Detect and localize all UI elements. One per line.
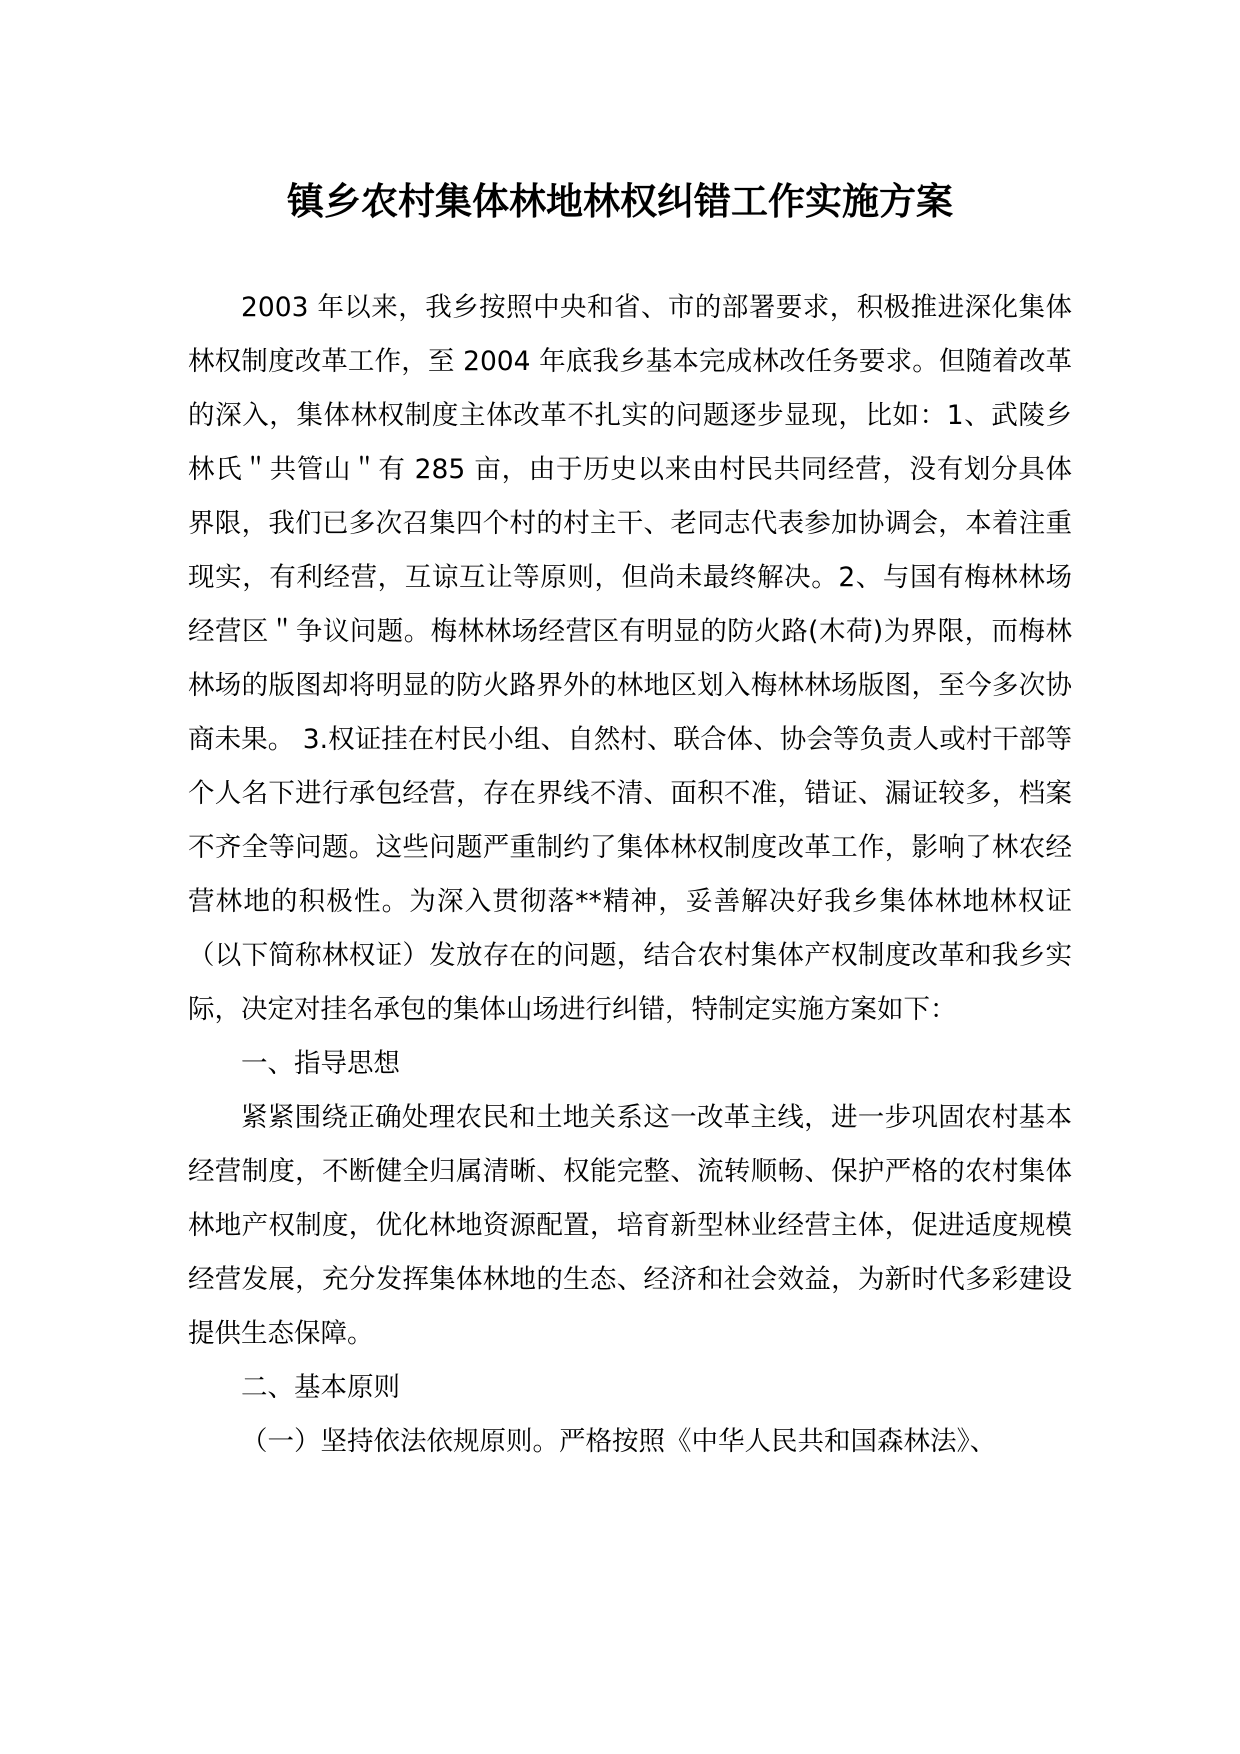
section-heading-guiding-ideology: 一、指导思想 bbox=[241, 1048, 400, 1079]
section-heading-basic-principles: 二、基本原则 bbox=[241, 1372, 400, 1403]
document-body bbox=[188, 281, 1072, 1469]
principle-1-paragraph: （一）坚持依法依规原则。严格按照《中华人民共和国森林法》、 bbox=[241, 1426, 997, 1457]
intro-paragraph: 2003 年以来，我乡按照中央和省、市的部署要求，积极推进深化集体林权制度改革工作，至 2004 年底我乡基本完成林改任务要求。但随着改革的深入，集体林权制度主体改革不扎实的问题逐步显现，比如：1、武陵乡林氏＂共管山＂有 285 亩，由于历史以来由村民共同经营，没有划分具体界限，我们已多次召集四个村的村主干、老同志代表参加协调会，本着注重现实，有利经营，互谅互让等原则，但尚未最终解决。2、与国有梅林林场经营区＂争议问题。梅林林场经营区有明显的防火路(木荷)为界限，而梅林林场的版图却将明显的防火路界外的林地区划入梅林林场版图，至今多次协商未果。 3.权证挂在村民小组、自然村、联合体、协会等负责人或村干部等个人名下进行承包经营，存在界线不清、面积不准，错证、漏证较多，档案不齐全等问题。这些问题严重制约了集体林权制度改革工作，影响了林农经营林地的积极性。为深入贯彻落**精神，妥善解决好我乡集体林地林权证（以下简称林权证）发放存在的问题，结合农村集体产权制度改革和我乡实际，决定对挂名承包的集体山场进行纠错，特制定实施方案如下： bbox=[188, 292, 1072, 1025]
guiding-ideology-paragraph: 紧紧围绕正确处理农民和土地关系这一改革主线，进一步巩固农村基本经营制度，不断健全归属清晰、权能完整、流转顺畅、保护严格的农村集体林地产权制度，优化林地资源配置，培育新型林业经营主体，促进适度规模经营发展，充分发挥集体林地的生态、经济和社会效益，为新时代多彩建设提供生态保障。 bbox=[188, 1102, 1072, 1349]
document-title: 镇乡农村集体林地林权纠错工作实施方案 bbox=[287, 180, 953, 223]
